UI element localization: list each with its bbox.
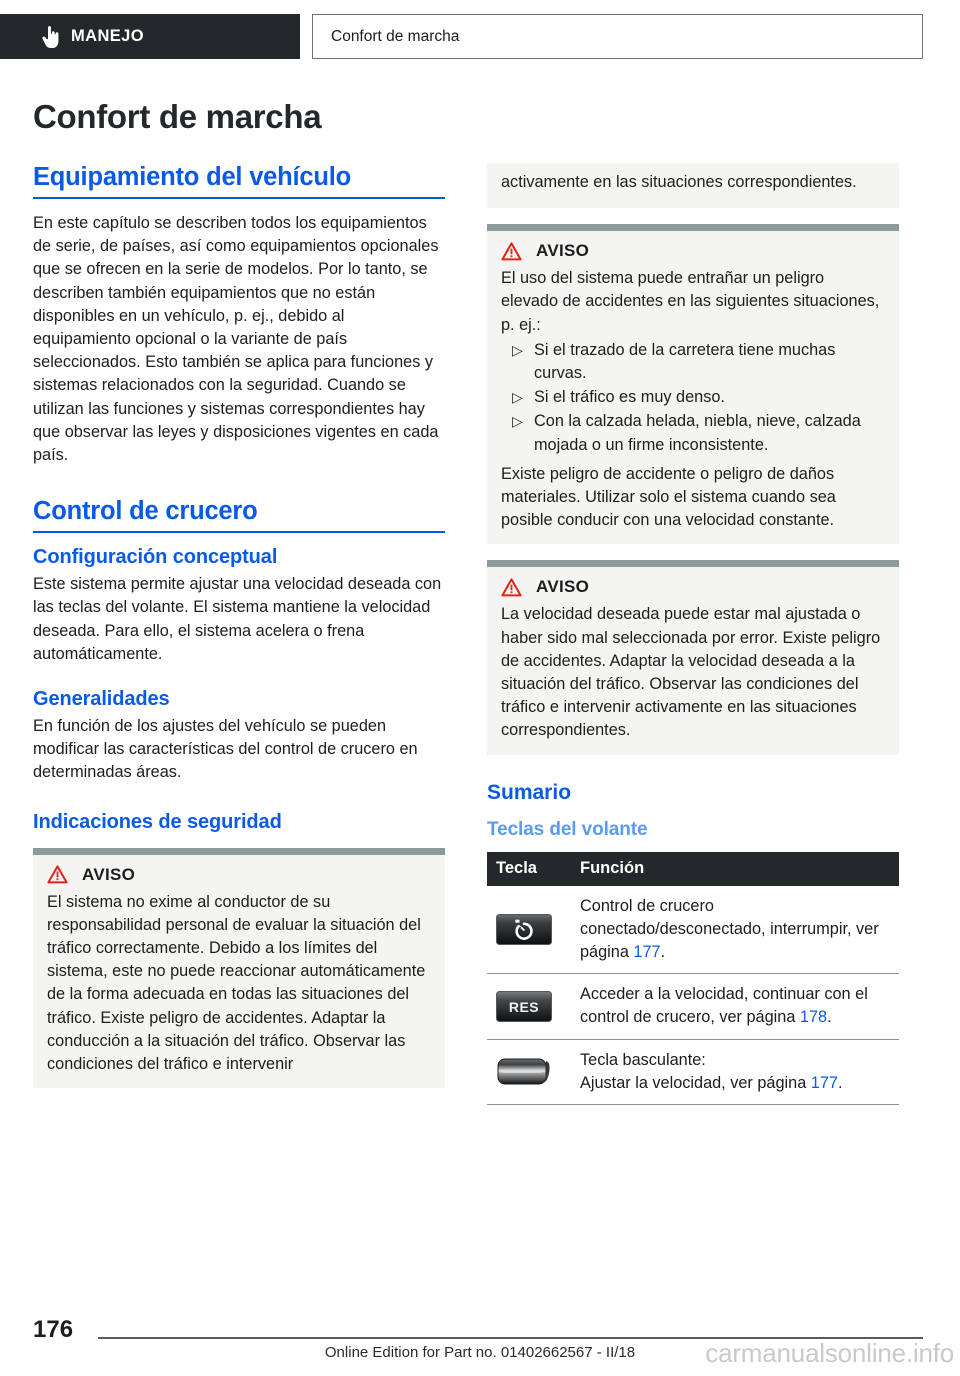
paragraph-generalidades: En función de los ajustes del vehículo se pueden modificar las características del control de crucero en determinadas áreas.: [33, 717, 418, 782]
chapter-label: MANEJO: [71, 27, 144, 45]
warning-title-row: [47, 865, 431, 885]
table-row: [487, 974, 899, 1039]
heading-sumario: Sumario: [487, 780, 572, 804]
warning-title: AVISO: [536, 241, 590, 261]
warning-text-left: El sistema no exime al conductor de su responsabilidad personal de evaluar la situación del tráfico correctamente. Debido a los límites del sistema, este no puede reaccionar automáticamente de la forma adecuada en todas las situaciones del tráfico. Existe peligro de accidentes. Adaptar la conducción a la situación del tráfico. Observar las condiciones del tráfico e intervenir: [47, 892, 426, 1074]
heading-control-de-crucero: Control de crucero: [33, 497, 445, 533]
page-header: [0, 14, 960, 59]
section-label: Confort de marcha: [331, 27, 460, 45]
table-cell-function: [568, 886, 899, 974]
list-item: [501, 386, 885, 409]
warning-triangle-icon: [501, 578, 522, 597]
heading-generalidades: Generalidades: [33, 688, 170, 711]
warning-box-right-1: [487, 224, 899, 544]
warning-continuation-box: [487, 163, 899, 208]
steering-wheel-keys-table: [487, 852, 899, 1105]
row3-text-before: Ajustar la velocidad, ver página: [580, 1073, 811, 1092]
column-header-funcion: Función: [568, 852, 899, 886]
row2-text-after: .: [827, 1008, 832, 1027]
list-item-label: Con la calzada helada, niebla, nieve, calzada mojada o un firme inconsistente.: [534, 412, 861, 454]
page-reference-link[interactable]: 177: [633, 943, 661, 962]
table-cell-key: [487, 1039, 568, 1104]
table-cell-key: [487, 974, 568, 1039]
warning1-bullet-list: [501, 339, 885, 457]
row1-text-before: Control de crucero conectado/desconectado, interrumpir, ver página: [580, 896, 879, 962]
watermark-text: carmanualsonline.info: [705, 1338, 954, 1368]
warning-top-bar: [487, 224, 899, 231]
footer-edition-text: Online Edition for Part no. 01402662567 - II/18: [324, 1344, 636, 1361]
warning-title-row: [501, 577, 885, 597]
paragraph-equipamiento: En este capítulo se describen todos los equipamientos de serie, de países, así como equipamientos opcionales que se ofrecen en la serie de modelos. Por lo tanto, se describen también equipamientos que no están disponibles en un vehículo, p. ej., debido al equipamiento opcional o la variante de país seleccionados. Esto también se aplica para funciones y sistemas relacionados con la seguridad. Cuando se utilizan las funciones y sistemas correspondientes hay que observar las leyes y disposiciones vigentes en cada país.: [33, 214, 439, 465]
triangle-bullet-icon: ▷: [512, 413, 523, 430]
warning-title: AVISO: [82, 864, 136, 884]
warning-box-right-2: [487, 560, 899, 754]
heading-indicaciones-de-seguridad: Indicaciones de seguridad: [33, 810, 282, 833]
warning-title: AVISO: [536, 577, 590, 597]
warning-continuation-text: activamente en las situaciones correspondientes.: [501, 173, 857, 191]
page-title: Confort de marcha: [33, 98, 322, 135]
heading-equipamiento-del-vehiculo: Equipamiento del vehículo: [33, 163, 445, 199]
row3-text-after: .: [837, 1073, 843, 1092]
page-reference-link[interactable]: 178: [799, 1008, 828, 1027]
warning-top-bar: [487, 560, 899, 567]
warning-triangle-icon: [47, 865, 68, 884]
header-divider: [300, 14, 312, 59]
list-item-label: Si el trazado de la carretera tiene muchas curvas.: [534, 340, 836, 383]
column-header-tecla: Tecla: [487, 852, 568, 886]
page-reference-link[interactable]: 177: [810, 1073, 838, 1092]
res-button-label: RES: [508, 998, 540, 1015]
table-cell-function: [568, 1039, 899, 1104]
row3-line1: Tecla basculante:: [580, 1050, 706, 1069]
right-column: [487, 163, 899, 1105]
chapter-tab: [0, 14, 300, 59]
paragraph-configuracion-conceptual: Este sistema permite ajustar una velocidad deseada con las teclas del volante. El sistema mantiene la velocidad deseada. Para ello, el sistema acelera o frena automáticamente.: [33, 575, 442, 663]
section-tab: [312, 14, 923, 59]
warning-box-left: [33, 848, 445, 1089]
warning-triangle-icon: [501, 242, 522, 261]
table-cell-function: [568, 974, 899, 1039]
triangle-bullet-icon: ▷: [512, 389, 523, 406]
list-item: [501, 339, 885, 385]
left-column: [33, 163, 445, 1088]
list-item: [501, 410, 885, 456]
res-button-icon: [496, 991, 552, 1022]
page-number: 176: [33, 1316, 74, 1343]
warning2-text: La velocidad deseada puede estar mal ajustada o haber sido mal seleccionada por error. Existe peligro de accidentes. Adaptar la velocidad deseada a la situación del tráfico. Observar las condiciones del tráfico e intervenir activamente en las situaciones correspondientes.: [501, 605, 881, 740]
table-row: [487, 886, 899, 974]
list-item-label: Si el tráfico es muy denso.: [534, 388, 725, 407]
triangle-bullet-icon: ▷: [512, 341, 523, 358]
heading-teclas-del-volante: Teclas del volante: [487, 818, 648, 840]
row1-text-after: .: [660, 943, 666, 962]
warning1-intro: El uso del sistema puede entrañar un peligro elevado de accidentes en las siguientes situaciones, p. ej.:: [501, 269, 880, 334]
table-row: [487, 1039, 899, 1104]
hand-pointer-icon: [42, 26, 59, 48]
heading-configuracion-conceptual: Configuración conceptual: [33, 546, 278, 569]
warning-top-bar: [33, 848, 445, 855]
row2-text-before: Acceder a la velocidad, continuar con el control de crucero, ver página: [580, 985, 868, 1027]
warning-title-row: [501, 241, 885, 261]
rocker-switch-button-icon: [496, 1056, 552, 1087]
table-cell-key: [487, 886, 568, 974]
content-columns: [0, 163, 960, 1105]
warning1-outro: Existe peligro de accidente o peligro de daños materiales. Utilizar solo el sistema cuando sea posible conducir con una velocidad constante.: [501, 464, 836, 530]
page-footer: [0, 1304, 960, 1376]
cruise-control-button-icon: [496, 914, 552, 945]
table-header-row: [487, 852, 899, 886]
